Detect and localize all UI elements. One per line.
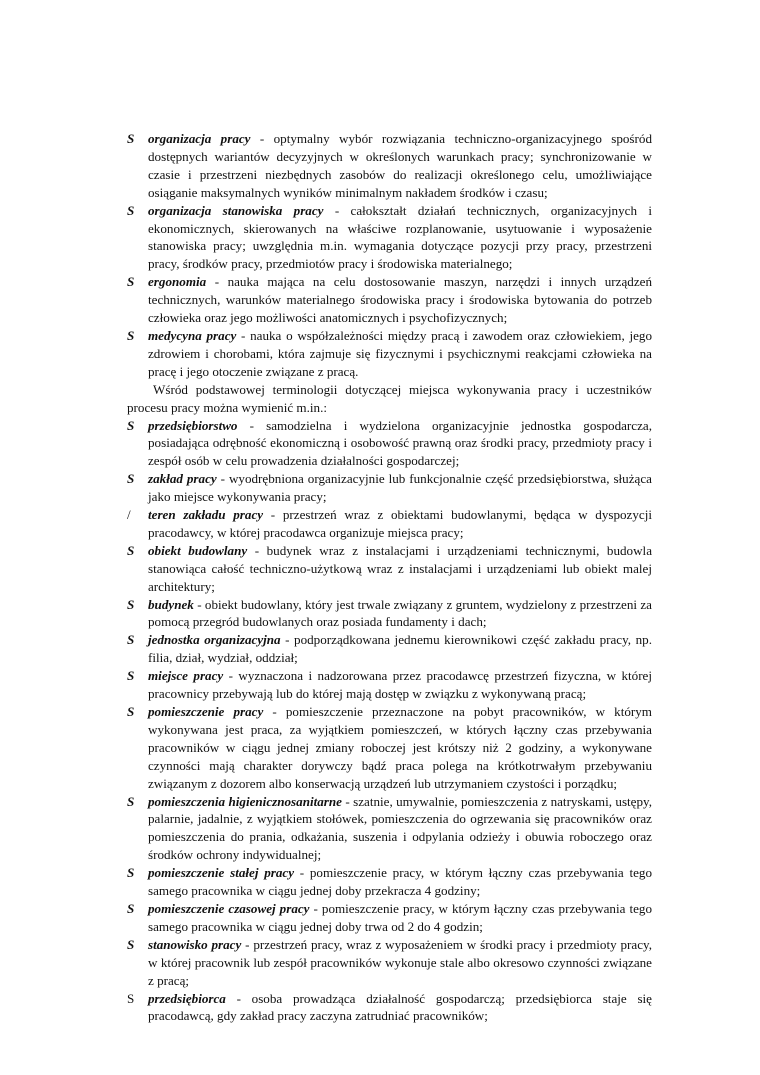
definition-text: - budynek wraz z instalacjami i urządzeniami technicznymi, budowla stanowiąca całość techniczno-użytkową wraz z instalacjami i urządzeniami lub obiekt malej architektury; [148, 542, 653, 594]
bullet-marker: S [127, 936, 135, 952]
definition-entry [127, 990, 652, 1026]
bullet-marker: S [127, 274, 135, 290]
definition-term: medycyna pracy [148, 327, 237, 343]
definition-text: - optymalny wybór rozwiązania techniczno-organizacyjnego spośród dostępnych wariantów decyzyjnych w określonych warunkach pracy; synchronizowanie w czasie i przestrzeni niezbędnych zasobów do realizacji określonego celu, umożliwiające osiąganie maksymalnych wyników minimalnym nakładem środków i czasu; [148, 131, 652, 200]
definition-term: ergonomia [148, 274, 207, 290]
definition-entry [127, 936, 652, 990]
definition-text: - obiekt budowlany, który jest trwale związany z gruntem, wydzielony z przestrzeni za pomocą przegród budowlanych oraz posiada fundamenty i dach; [148, 596, 652, 630]
definition-text: - podporządkowana jednemu kierownikowi część zakładu pracy, np. filia, dział, wydział, oddział; [148, 632, 652, 666]
bullet-marker: S [127, 471, 135, 487]
bullet-marker: S [127, 668, 135, 684]
definition-term: miejsce pracy [148, 668, 224, 684]
definition-entry [127, 542, 652, 596]
definition-text: - osoba prowadząca działalność gospodarczą; przedsiębiorca staje się pracodawcą, gdy zakład pracy zaczyna zatrudniać pracowników; [148, 990, 652, 1024]
bullet-marker: S [127, 704, 135, 719]
definition-term: pomieszczenia higienicznosanitarne [148, 793, 342, 809]
definition-entry [127, 417, 652, 471]
definition-entry [127, 900, 652, 936]
definition-entry [127, 864, 652, 900]
definition-term: pomieszczenie stałej pracy [148, 865, 295, 881]
definition-text: - pomieszczenie przeznaczone na pobyt pracowników, w którym wykonywana jest praca, za wyjątkiem pomieszczeń, w których łączny czas przebywania pracowników w ciągu jednej zmiany roboczej jest krótszy niż 2 godziny, a wykonywane czynności mają charakter dorywczy bądź praca polega na krótkotrwałym przebywaniu związanym z dozorem albo konserwacją urządzeń lub utrzymaniem czystości i porządku; [148, 704, 652, 791]
definition-term: jednostka organizacyjna [148, 632, 281, 648]
definition-term: pomieszczenie czasowej pracy [148, 900, 310, 916]
bullet-marker: S [127, 990, 135, 1006]
definition-text: - wyznaczona i nadzorowana przez pracodawcę przestrzeń fizyczna, w której pracownicy przebywają lub do której mają dostęp w związku z wykonywaną pracą; [148, 668, 653, 702]
definition-text: - całokształt działań technicznych, organizacyjnych i ekonomicznych, skierowanych na właściwe rozplanowanie, usytuowanie i wyposażenie stanowiska pracy; uwzględnia m.in. wymagania dotyczące pozycji przy pracy, przestrzeni pracy, środków pracy, przedmiotów pracy i środowiska materialnego; [148, 202, 652, 272]
bullet-marker: S [127, 900, 135, 916]
definition-term: organizacja stanowiska pracy [148, 202, 324, 218]
definition-text: - pomieszczenie pracy, w którym łączny czas przebywania tego samego pracownika w ciągu jednej doby trwa od 2 do 4 godzin; [148, 900, 652, 934]
definition-term: stanowisko pracy [148, 936, 242, 952]
definition-entry [127, 596, 652, 632]
bullet-marker: S [127, 632, 135, 648]
bullet-marker: S [127, 417, 135, 433]
bullet-marker: S [127, 327, 135, 343]
definition-text: - przestrzeń wraz z obiektami budowlanymi, będąca w dyspozycji pracodawcy, w której pracodawca organizuje miejsca pracy; [148, 507, 653, 540]
bullet-marker: S [127, 596, 135, 612]
definition-entry [127, 327, 652, 381]
definition-text: - wyodrębniona organizacyjnie lub funkcjonalnie część przedsiębiorstwa, służąca jako miejsce wykonywania pracy; [148, 471, 652, 505]
intro-paragraph: Wśród podstawowej terminologii dotyczącej miejsca wykonywania pracy i uczestników procesu pracy można wymienić m.in.: [127, 381, 652, 415]
definition-text: - nauka o współzależności między pracą i zawodem oraz człowiekiem, jego zdrowiem i chorobami, która zajmuje się fizycznymi i psychicznymi reakcjami człowieka na pracę i jego otoczenie związane z pracą. [148, 327, 652, 379]
definition-entry [127, 273, 652, 327]
definition-text: - nauka mająca na celu dostosowanie maszyn, narzędzi i innych urządzeń technicznych, warunków materialnego środowiska pracy i środowiska bytowania do potrzeb człowieka oraz jego możliwości anatomicznych i psychofizycznych; [148, 274, 652, 326]
definition-entry [127, 130, 652, 202]
definition-entry [127, 506, 652, 542]
definition-term: budynek [148, 596, 194, 612]
definition-term: przedsiębiorca [148, 990, 226, 1006]
definition-entry [127, 631, 652, 667]
definition-term: przedsiębiorstwo [148, 417, 238, 433]
definition-term: pomieszczenie pracy [148, 704, 264, 719]
definition-term: teren zakładu pracy [148, 507, 264, 523]
definition-term: organizacja pracy [148, 131, 251, 146]
definition-text: - szatnie, umywalnie, pomieszczenia z natryskami, ustępy, palarnie, jadalnie, z wyjątkiem stołówek, pomieszczenia do ogrzewania się pracowników oraz pomieszczenia do prania, odkażania, suszenia i odpylania odzieży i obuwia roboczego oraz środków ochrony indywidualnej; [148, 793, 653, 863]
bullet-marker: / [127, 507, 131, 523]
definition-text: - samodzielna i wydzielona organizacyjnie jednostka gospodarcza, posiadająca odrębność ekonomiczną i osobowość prawną oraz środki pracy, przedmioty pracy i zespół osób w celu prowadzenia działalności gospodarczej; [148, 417, 652, 469]
definition-text: - przestrzeń pracy, wraz z wyposażeniem w środki pracy i przedmioty pracy, w której pracownik lub zespół pracowników wykonuje stale albo okresowo czynności związane z pracą; [148, 936, 652, 988]
bullet-marker: S [127, 865, 135, 881]
bullet-marker: S [127, 202, 135, 218]
definition-term: obiekt budowlany [148, 542, 248, 558]
bullet-marker: S [127, 131, 135, 146]
bullet-marker: S [127, 793, 135, 809]
definition-entry [127, 793, 652, 865]
definition-term: zakład pracy [148, 471, 217, 487]
definition-entry [127, 470, 652, 506]
definition-entry [127, 703, 652, 793]
bullet-marker: S [127, 542, 135, 558]
definition-entry [127, 202, 652, 274]
definition-text: - pomieszczenie pracy, w którym łączny czas przebywania tego samego pracownika w ciągu jednej doby przekracza 4 godziny; [148, 865, 652, 899]
definition-entry [127, 667, 652, 703]
